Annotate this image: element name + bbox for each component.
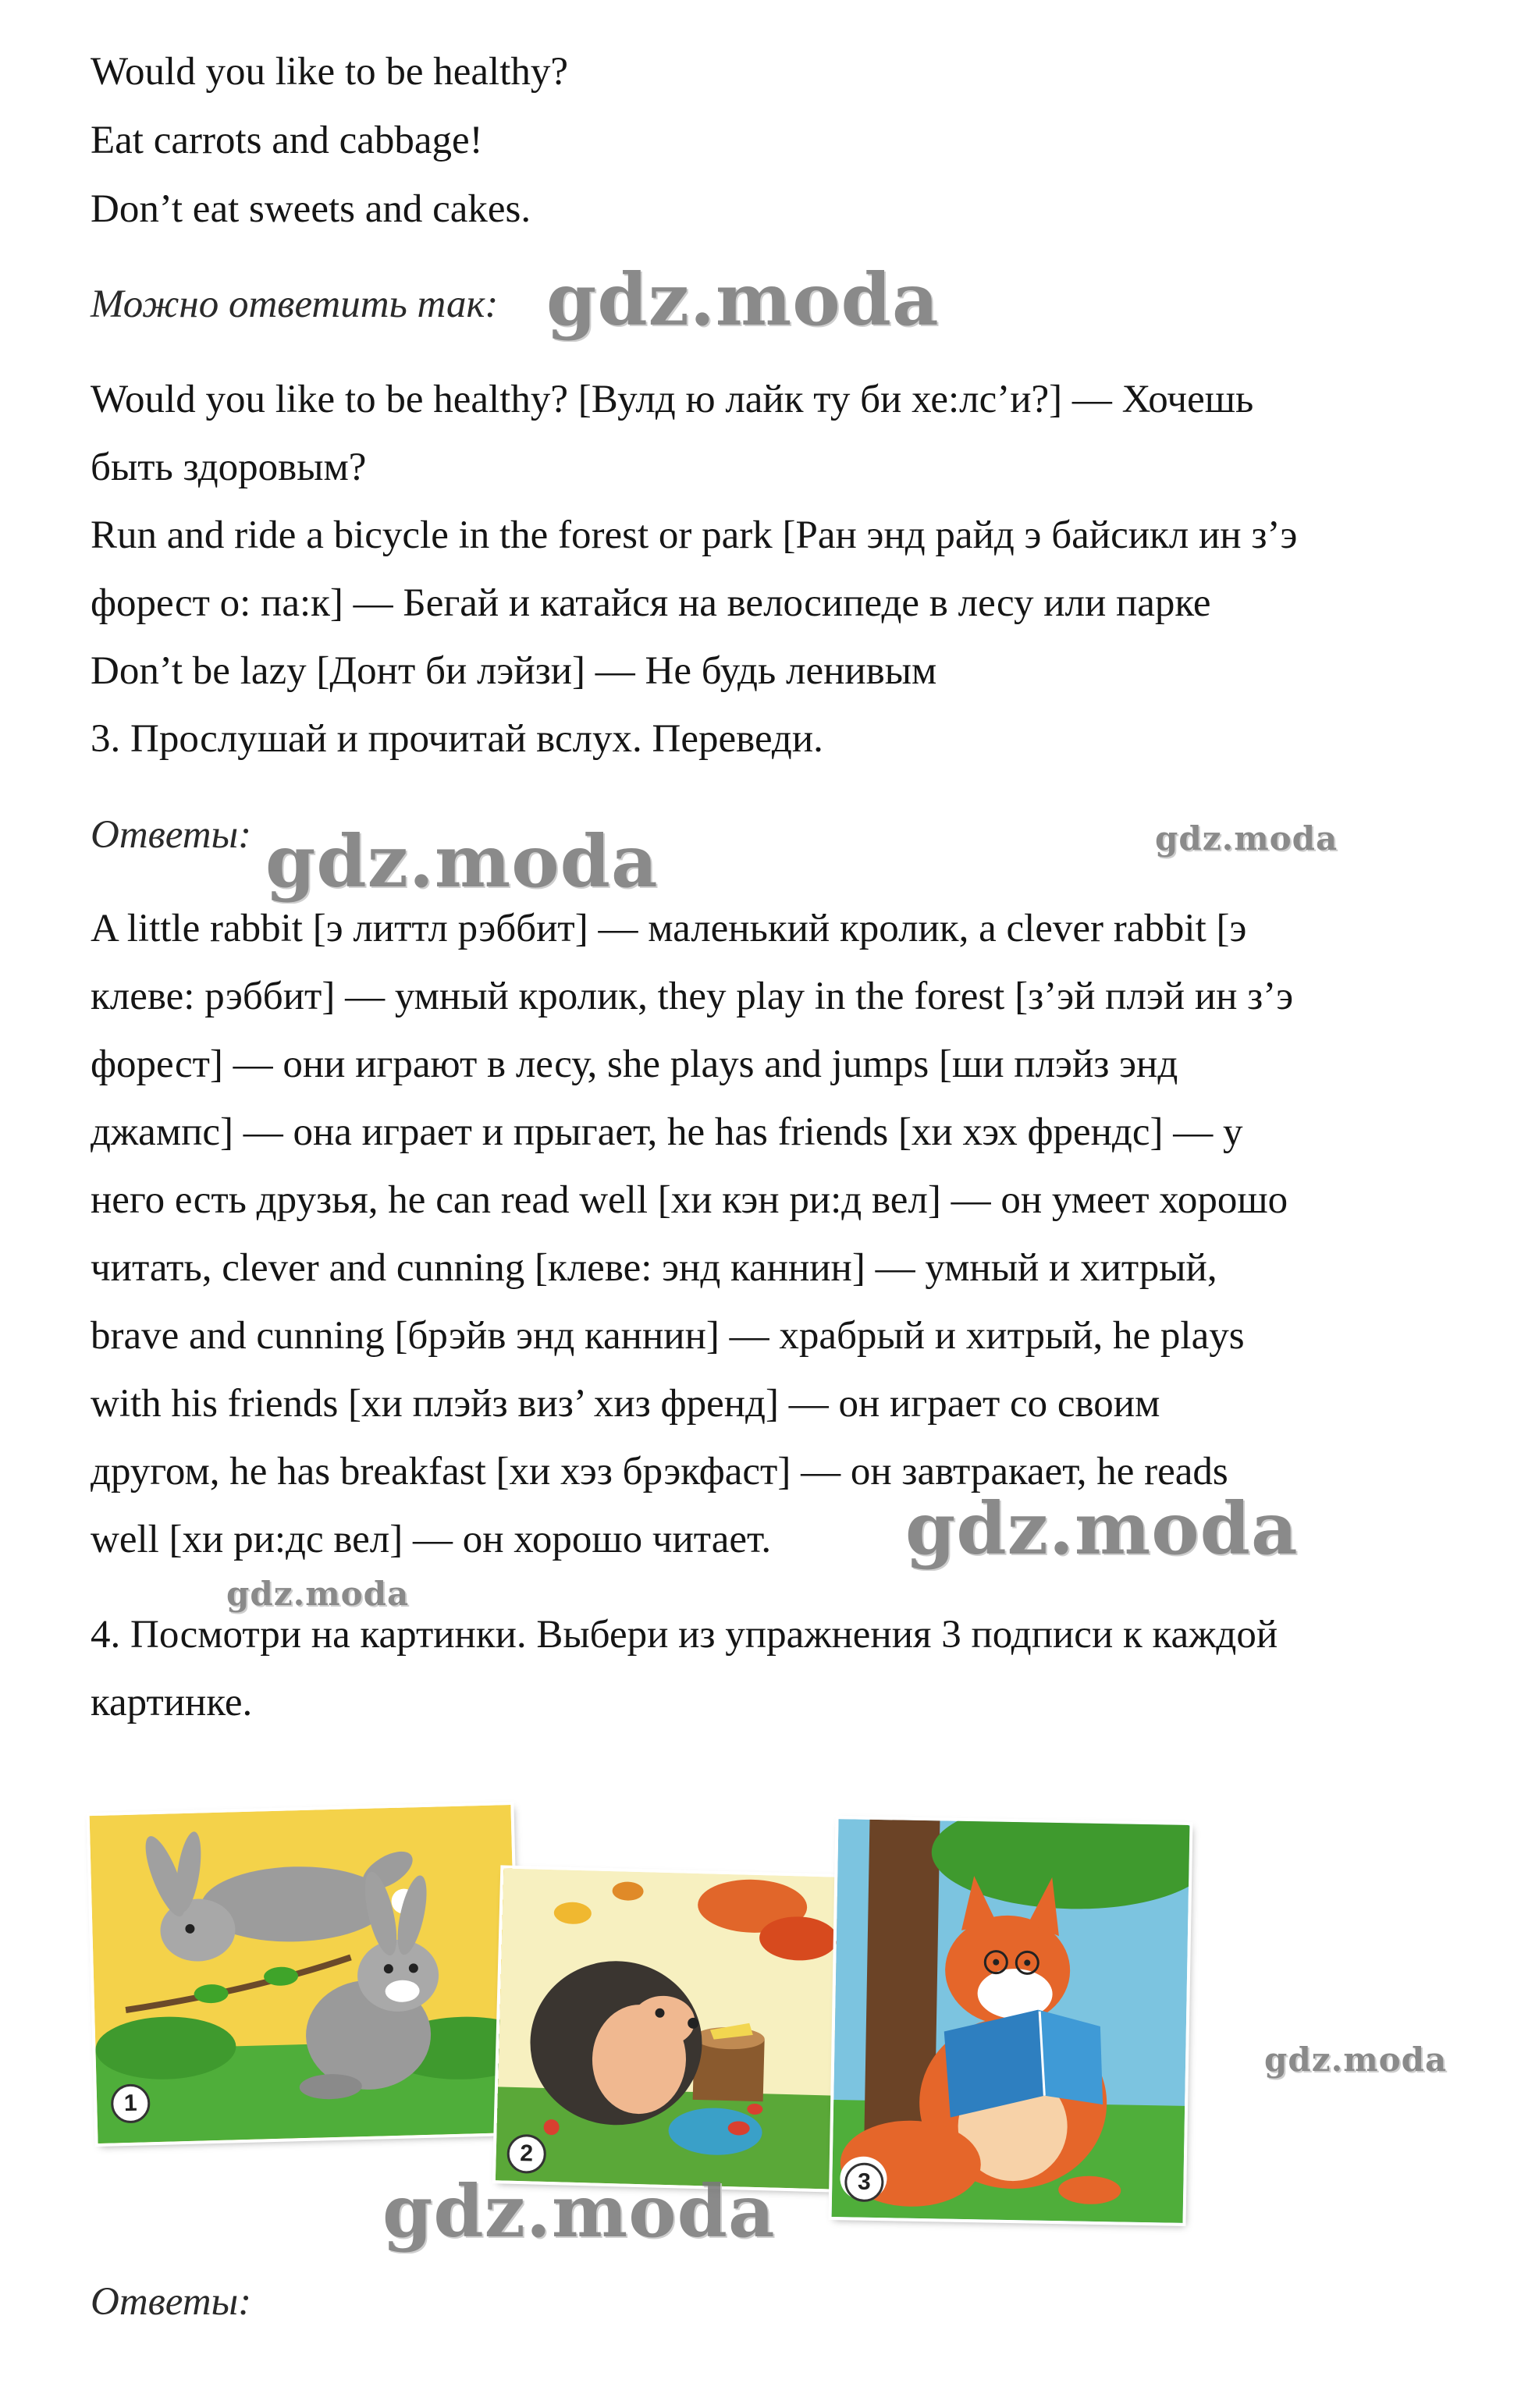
task4-line-2: картинке. [91, 1681, 253, 1724]
picture-rabbits [90, 1805, 520, 2143]
answers-label: Ответы: [91, 813, 252, 857]
poem-line-3: Don’t eat sweets and cakes. [91, 187, 531, 231]
task3-heading: 3. Прослушай и прочитай вслух. Переведи. [91, 717, 823, 761]
watermark: gdz.moda [1264, 2040, 1448, 2079]
answer3-line-5: него есть друзья, he can read well [хи кэн ри:д вел] — он умеет хорошо [91, 1178, 1288, 1222]
answer3-line-10: well [хи ри:дс вел] — он хорошо читает. [91, 1518, 772, 1561]
answer2-line-4: форест о: па:к] — Бегай и катайся на велосипеде в лесу или парке [91, 581, 1211, 625]
answer3-line-1: A little rabbit [э литтл рэббит] — маленький кролик, a clever rabbit [э [91, 907, 1247, 950]
watermark: gdz.moda [226, 1575, 410, 1613]
answer3-line-7: brave and cunning [брэйв энд каннин] — храбрый и хитрый, he plays [91, 1314, 1245, 1358]
answer3-line-3: форест] — они играют в лесу, she plays and jumps [ши плэйз энд [91, 1042, 1178, 1086]
answer3-line-6: читать, clever and cunning [клеве: энд каннин] — умный и хитрый, [91, 1246, 1217, 1290]
answer-intro: Можно ответить так: [91, 282, 499, 326]
answer3-line-4: джампс] — она играет и прыгает, he has friends [хи хэх френдс] — у [91, 1110, 1243, 1154]
task4-line-1: 4. Посмотри на картинки. Выбери из упражнения 3 подписи к каждой [91, 1613, 1278, 1657]
answer3-line-9: другом, he has breakfast [хи хэз брэкфаст] — он завтракает, he reads [91, 1450, 1228, 1493]
watermark: gdz.moda [265, 819, 659, 904]
watermark: gdz.moda [382, 2169, 776, 2254]
watermark: gdz.moda [905, 1486, 1299, 1571]
fox-illustration [832, 1819, 1190, 2223]
picture-number-badge: 3 [844, 2162, 884, 2202]
rabbits-illustration [90, 1805, 520, 2143]
poem-line-2: Eat carrots and cabbage! [91, 119, 483, 162]
answer2-line-5: Don’t be lazy [Донт би лэйзи] — Не будь ленивым [91, 649, 937, 693]
hedgehog-illustration [496, 1868, 839, 2189]
answer3-line-2: клеве: рэббит] — умный кролик, they play in the forest [з’эй плэй ин з’э [91, 975, 1294, 1018]
answer3-line-8: with his friends [хи плэйз виз’ хиз френд] — он играет со своим [91, 1382, 1160, 1426]
poem-line-1: Would you like to be healthy? [91, 50, 568, 94]
watermark: gdz.moda [1155, 819, 1338, 858]
picture-hedgehog [496, 1868, 839, 2189]
picture-number-badge: 1 [111, 2083, 151, 2123]
picture-fox [832, 1819, 1190, 2223]
picture-number-badge: 2 [506, 2134, 546, 2174]
answer2-line-2: быть здоровым? [91, 446, 367, 489]
answers-label: Ответы: [91, 2280, 252, 2324]
watermark: gdz.moda [546, 257, 940, 342]
answer2-line-1: Would you like to be healthy? [Вулд ю лайк ту би хе:лс’и?] — Хочешь [91, 378, 1254, 421]
answer2-line-3: Run and ride a bicycle in the forest or park [Ран энд райд э байсикл ин з’э [91, 513, 1298, 557]
